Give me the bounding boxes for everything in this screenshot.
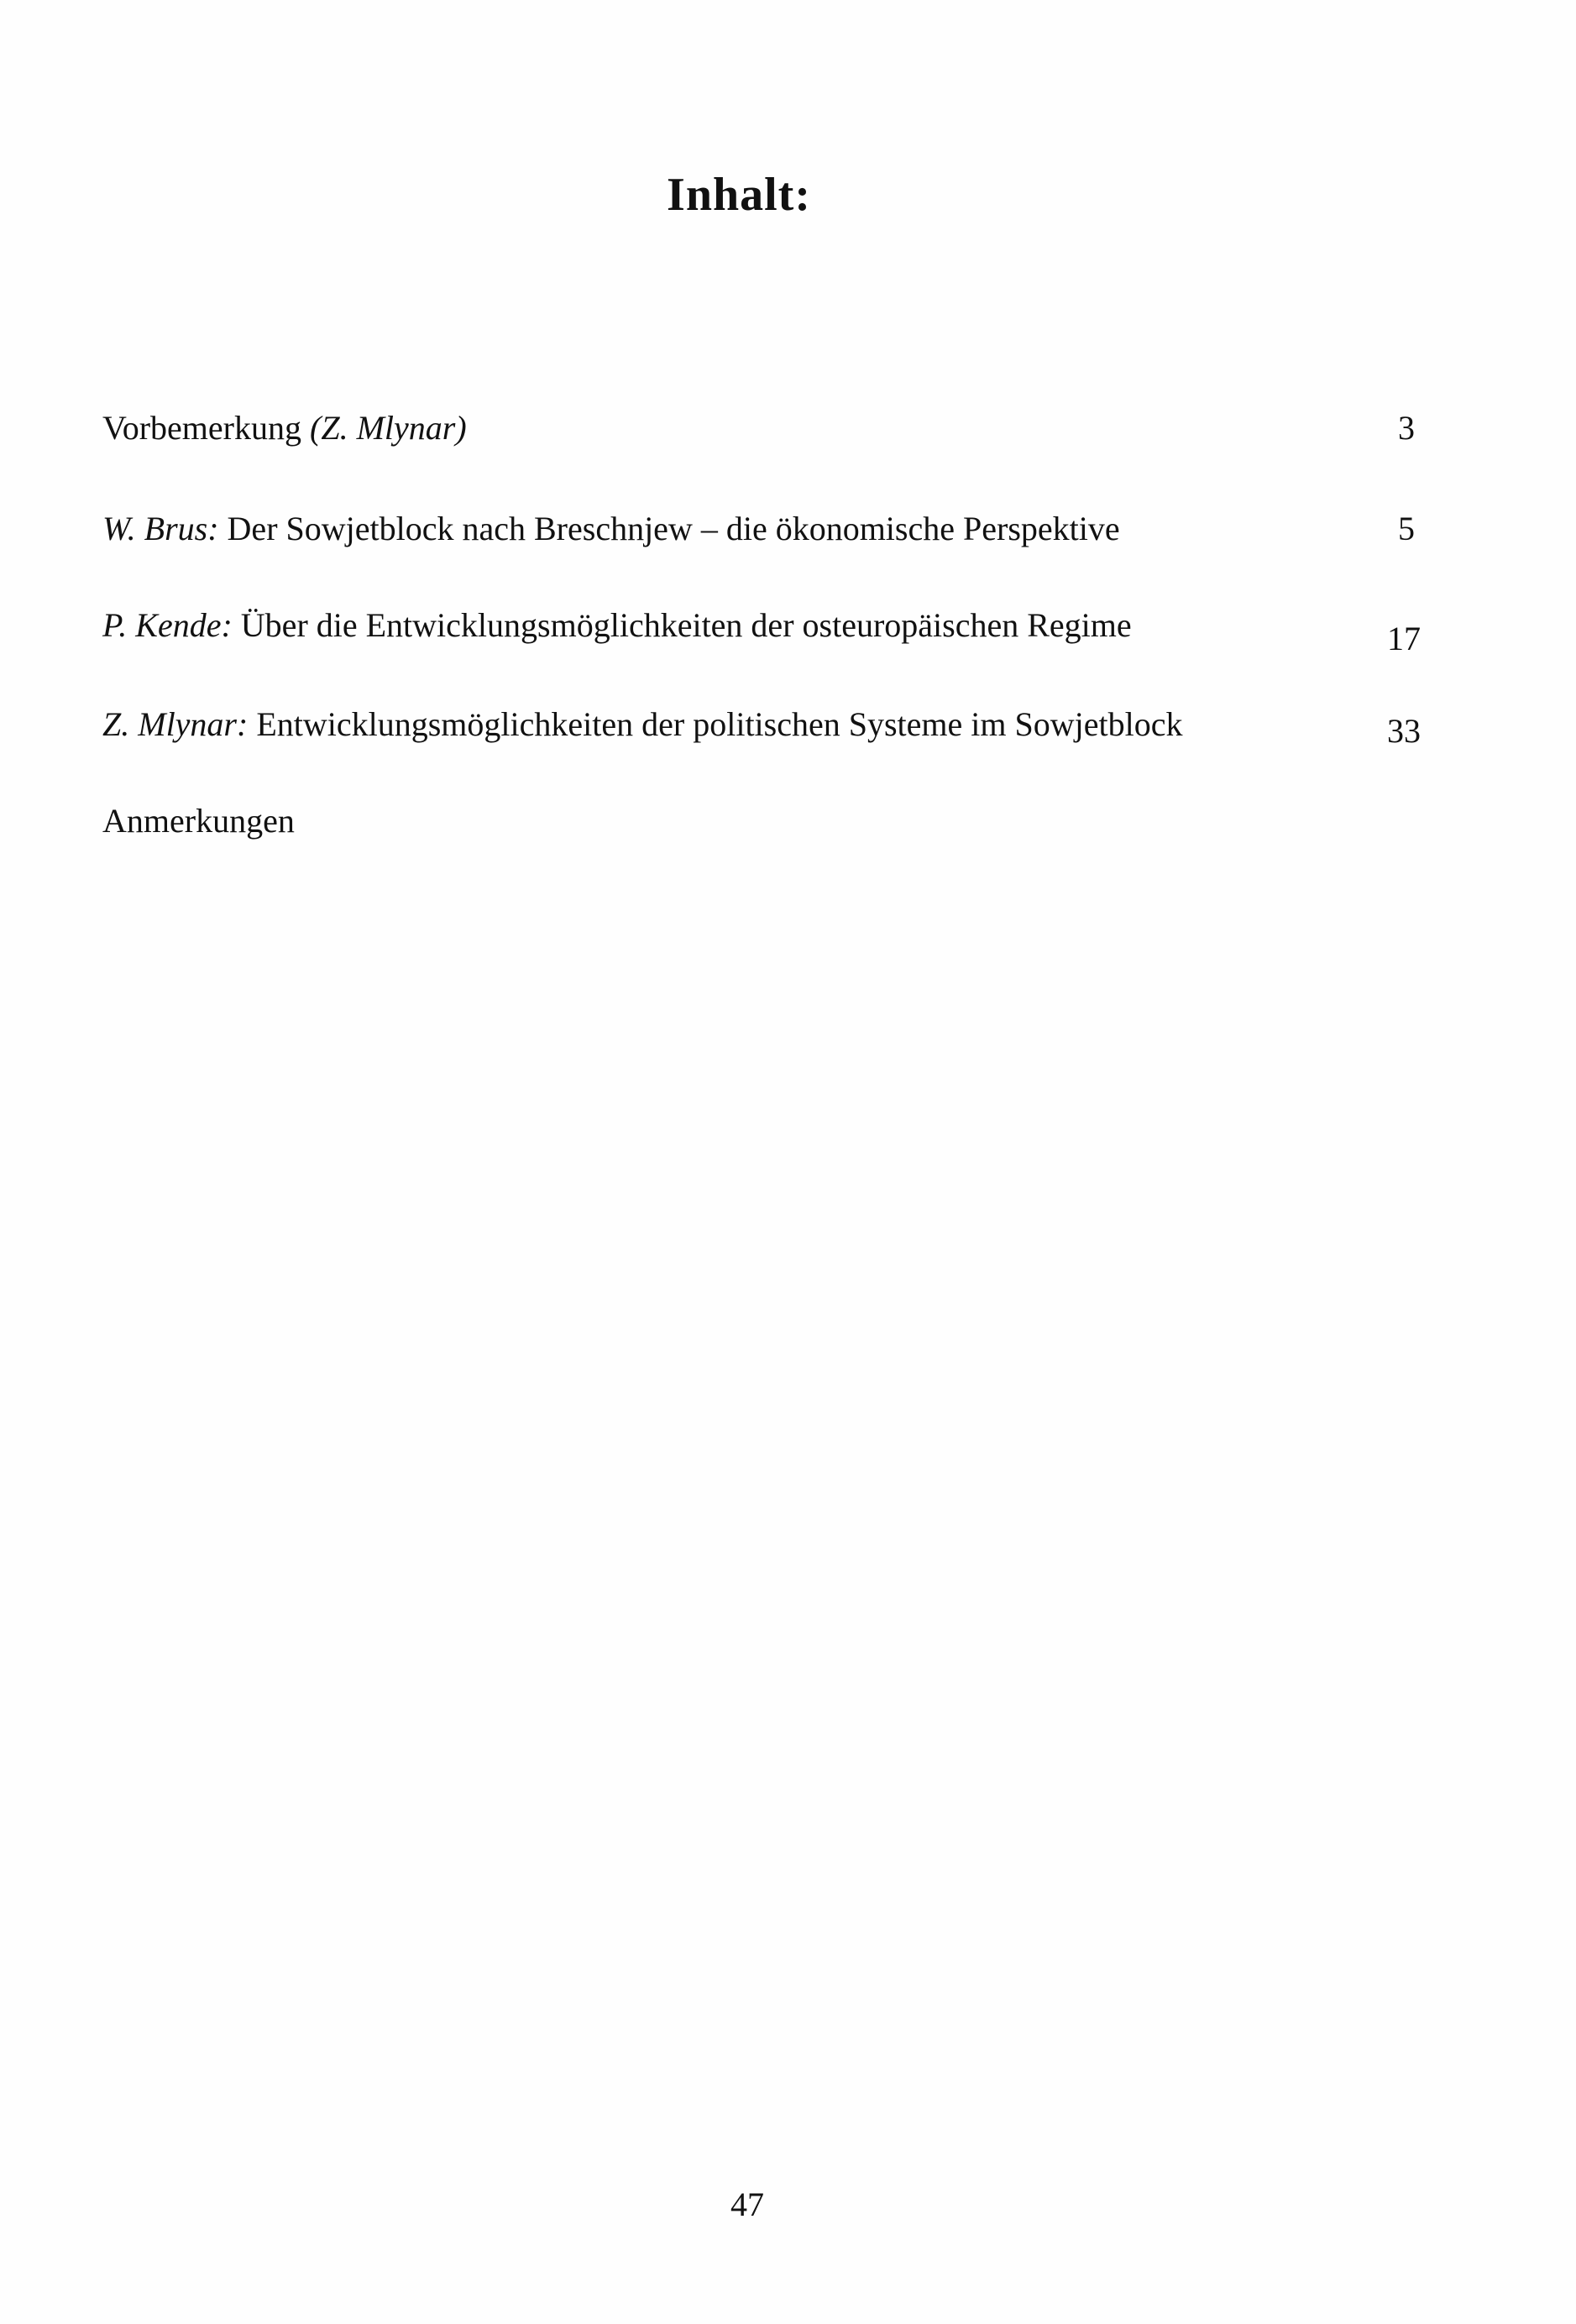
toc-entry-text: Über die Entwicklungsmöglichkeiten der osteuropäischen Regime — [232, 606, 1132, 644]
toc-entry-prefix: Anmerkungen — [102, 802, 295, 840]
toc-entry-author: W. Brus: — [102, 510, 219, 547]
toc-entry-author: P. Kende: — [102, 606, 233, 644]
toc-entry — [102, 605, 1421, 657]
page-number: 47 — [730, 2185, 764, 2223]
toc-entry-author: Z. Mlynar: — [102, 705, 249, 743]
toc-entry — [102, 508, 1415, 550]
toc-page-number: 17 — [1387, 620, 1421, 657]
toc-entry — [102, 407, 1415, 449]
toc-entry-text: Der Sowjetblock nach Breschnjew – die ökonomische Perspektive — [218, 510, 1120, 547]
toc-entry — [102, 704, 1421, 750]
toc-page-number: 5 — [1398, 510, 1415, 547]
page-title: Inhalt: — [667, 169, 811, 221]
toc-entry-author: (Z. Mlynar) — [310, 409, 467, 447]
toc-page-number: 33 — [1387, 712, 1421, 750]
toc-entry-prefix: Vorbemerkung — [102, 409, 310, 447]
toc-entry-text: Entwicklungsmöglichkeiten der politischen Systeme im Sowjetblock — [248, 705, 1183, 743]
toc-entry — [102, 800, 1412, 842]
toc-page-number: 3 — [1398, 409, 1415, 447]
